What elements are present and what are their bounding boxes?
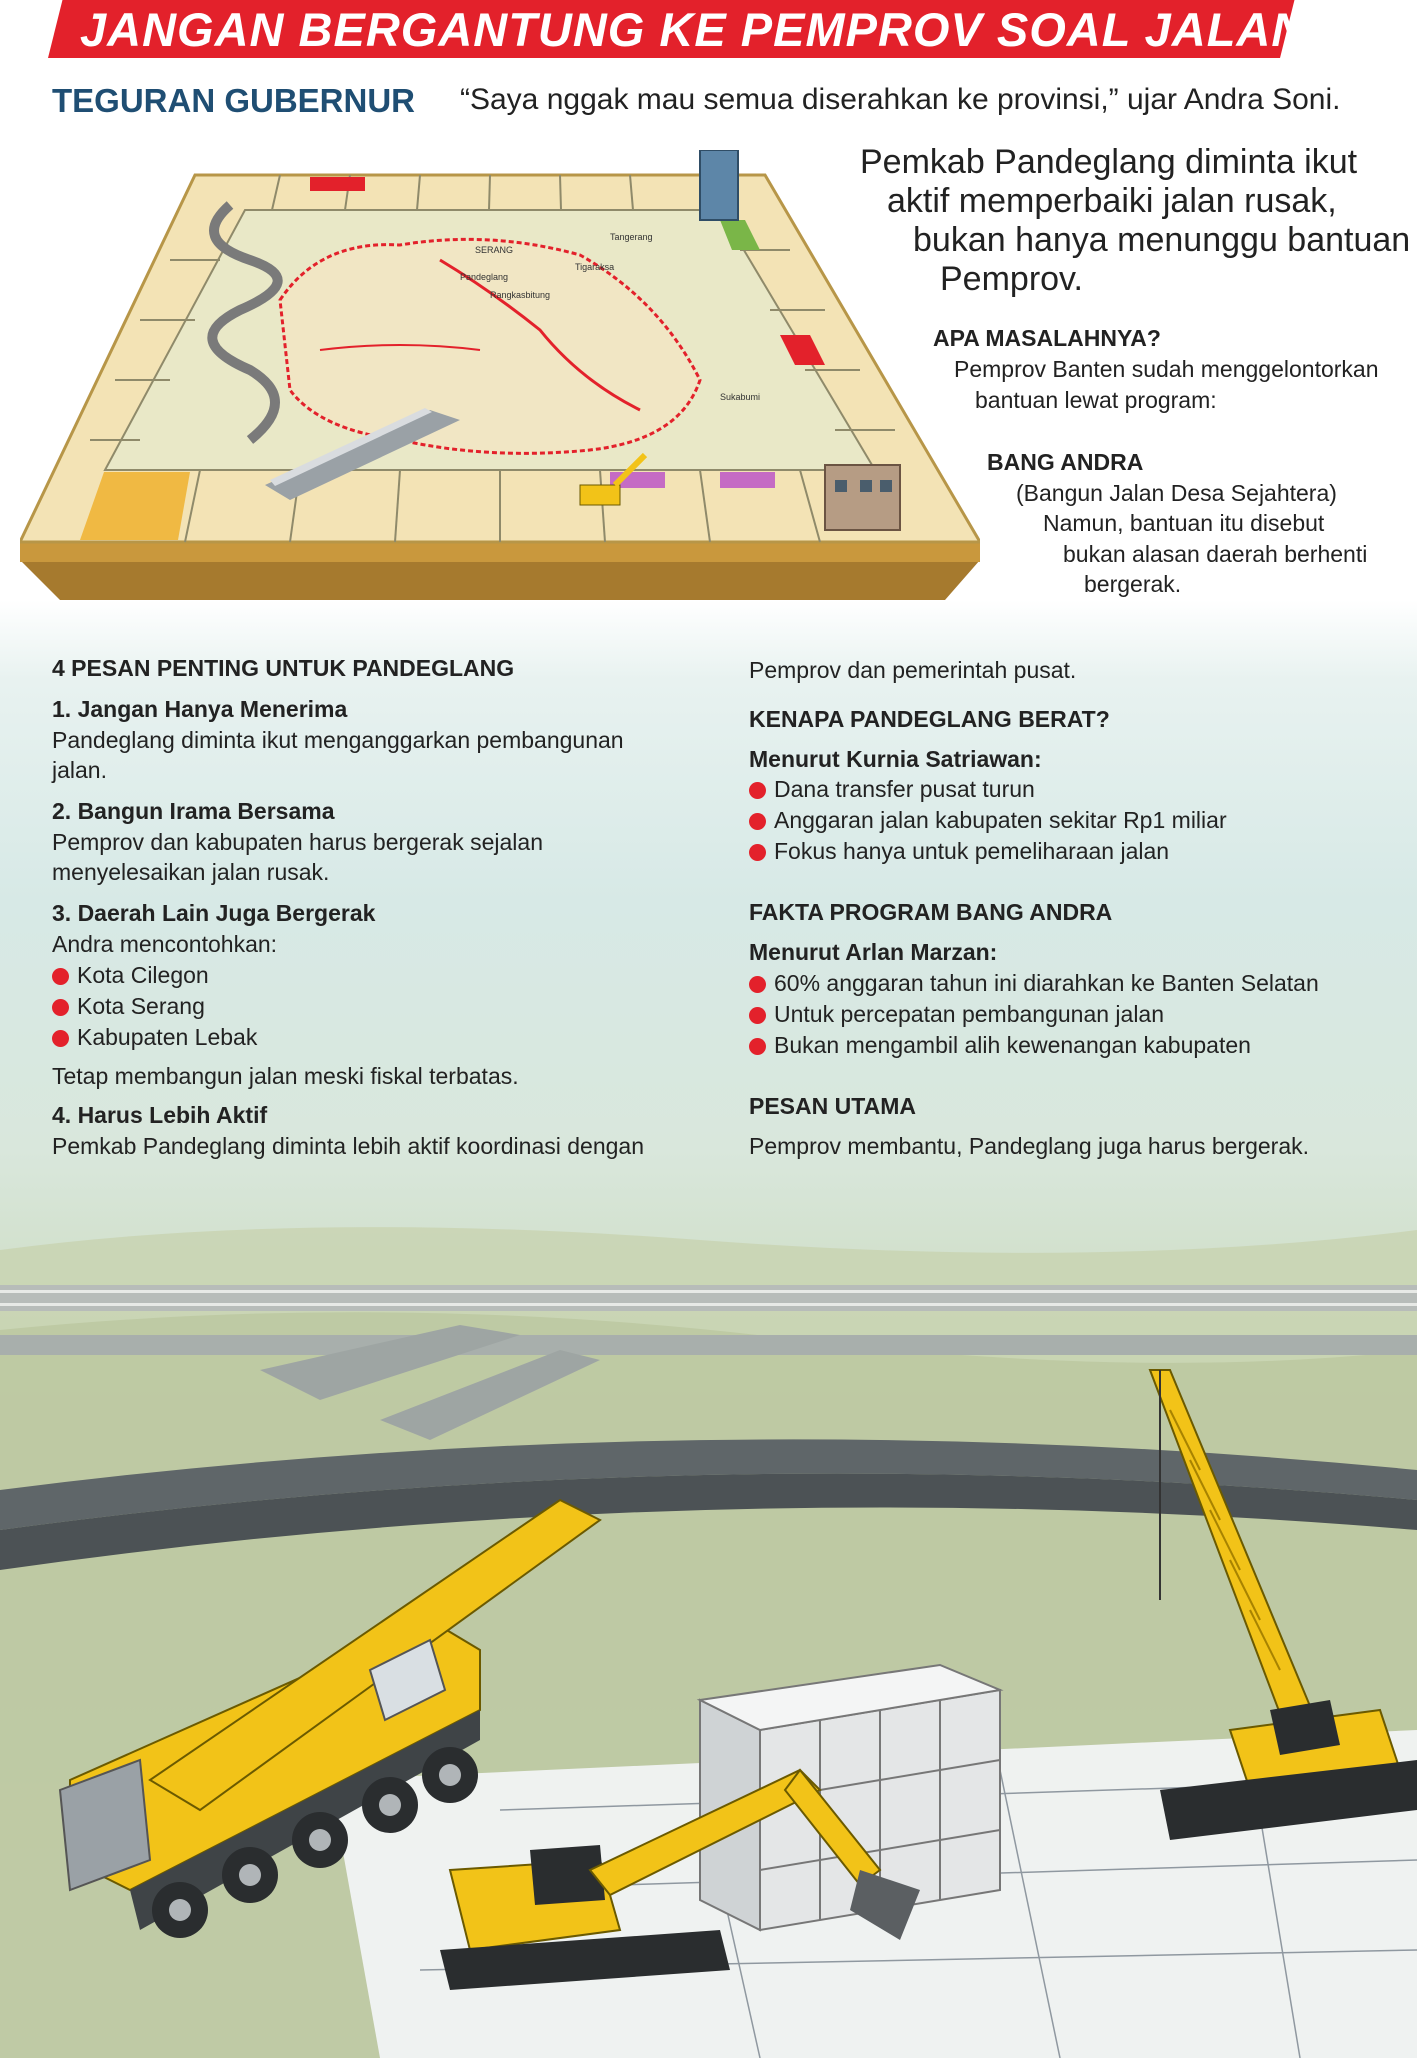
bang-andra-line-2: Namun, bantuan itu disebut: [1043, 510, 1325, 536]
board-illustration: [20, 150, 980, 610]
p4-cont: Pemprov dan pemerintah pusat.: [749, 657, 1077, 683]
fakta-title: FAKTA PROGRAM BANG ANDRA: [749, 899, 1113, 925]
p1-line-2: jalan.: [52, 757, 107, 783]
fakta-item: Untuk percepatan pembangunan jalan: [749, 999, 1164, 1030]
apa-masalahnya-line-2: bantuan lewat program:: [975, 387, 1217, 413]
lead-line-1: Pemkab Pandeglang diminta ikut: [860, 143, 1358, 181]
map-label-rangkasbitung: Rangkasbitung: [490, 290, 551, 300]
bang-andra-line-3: bukan alasan daerah berhenti: [1063, 541, 1368, 567]
lead-line-4: Pemprov.: [940, 260, 1083, 298]
p3-item: Kabupaten Lebak: [52, 1022, 257, 1053]
fakta-source: Menurut Arlan Marzan:: [749, 939, 998, 965]
apa-masalahnya-line-1: Pemprov Banten sudah menggelontorkan: [954, 356, 1379, 382]
p1-title: 1. Jangan Hanya Menerima: [52, 696, 348, 722]
bullet-dot: [749, 844, 766, 861]
map-label-tangerang: Tangerang: [610, 232, 653, 242]
p4-title: 4. Harus Lebih Aktif: [52, 1102, 268, 1128]
map-label-pandeglang: Pandeglang: [460, 272, 509, 282]
p3-outro: Tetap membangun jalan meski fiskal terbatas.: [52, 1063, 519, 1089]
p2-title: 2. Bangun Irama Bersama: [52, 798, 335, 824]
kenapa-item: Anggaran jalan kabupaten sekitar Rp1 miliar: [749, 805, 1227, 836]
bullet-dot: [749, 782, 766, 799]
p4-line: Pemkab Pandeglang diminta lebih aktif koordinasi dengan: [52, 1133, 645, 1159]
lead-line-2: aktif memperbaiki jalan rusak,: [887, 182, 1337, 220]
bullet-dot: [749, 1038, 766, 1055]
kenapa-title: KENAPA PANDEGLANG BERAT?: [749, 706, 1110, 732]
fakta-item: 60% anggaran tahun ini diarahkan ke Banten Selatan: [749, 968, 1319, 999]
bang-andra-line-1: (Bangun Jalan Desa Sejahtera): [1016, 480, 1337, 506]
p3-title: 3. Daerah Lain Juga Bergerak: [52, 900, 376, 926]
map-label-serang: SERANG: [475, 245, 514, 255]
p3-intro: Andra mencontohkan:: [52, 931, 278, 957]
pesan-utama-line: Pemprov membantu, Pandeglang juga harus bergerak.: [749, 1133, 1310, 1159]
bullet-dot: [52, 1030, 69, 1047]
bang-andra-line-4: bergerak.: [1084, 571, 1182, 597]
fakta-item: Bukan mengambil alih kewenangan kabupaten: [749, 1030, 1251, 1061]
subhead: TEGURAN GUBERNUR: [52, 82, 415, 119]
map-label-sukabumi: Sukabumi: [720, 392, 761, 402]
construction-illustration: [0, 1170, 1417, 2058]
bullet-dot: [749, 976, 766, 993]
pesan-penting-title: 4 PESAN PENTING UNTUK PANDEGLANG: [52, 655, 515, 681]
p3-item: Kota Cilegon: [52, 960, 209, 991]
p3-item: Kota Serang: [52, 991, 205, 1022]
kenapa-item: Dana transfer pusat turun: [749, 774, 1035, 805]
lead-line-3: bukan hanya menunggu bantuan: [913, 221, 1411, 259]
bullet-dot: [749, 813, 766, 830]
p1-line-1: Pandeglang diminta ikut menganggarkan pembangunan: [52, 727, 624, 753]
kenapa-source: Menurut Kurnia Satriawan:: [749, 746, 1042, 772]
pesan-utama-title: PESAN UTAMA: [749, 1093, 916, 1119]
bullet-dot: [52, 999, 69, 1016]
headline: JANGAN BERGANTUNG KE PEMPROV SOAL JALAN: [80, 3, 1307, 56]
bullet-dot: [749, 1007, 766, 1024]
p2-line-2: menyelesaikan jalan rusak.: [52, 859, 330, 885]
p2-line-1: Pemprov dan kabupaten harus bergerak sejalan: [52, 829, 543, 855]
map-label-tigaraksa: Tigaraksa: [575, 262, 615, 272]
bullet-dot: [52, 968, 69, 985]
apa-masalahnya-title: APA MASALAHNYA?: [933, 325, 1161, 351]
kenapa-item: Fokus hanya untuk pemeliharaan jalan: [749, 836, 1169, 867]
quote: “Saya nggak mau semua diserahkan ke provinsi,” ujar Andra Soni.: [460, 83, 1341, 116]
bang-andra-title: BANG ANDRA: [987, 449, 1144, 475]
